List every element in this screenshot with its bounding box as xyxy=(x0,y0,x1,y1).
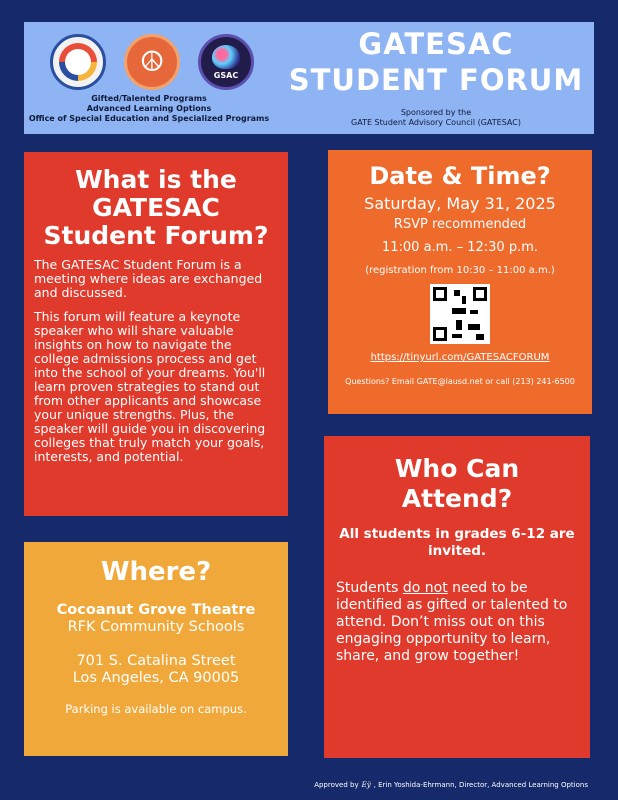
qr-module xyxy=(452,308,466,314)
date-heading: Date & Time? xyxy=(369,162,551,190)
footer-approval xyxy=(0,781,588,789)
dept-line-1: Gifted/Talented Programs xyxy=(91,94,207,103)
dept-line-3: Office of Special Education and Specialized Programs xyxy=(28,114,270,123)
where-heading: Where? xyxy=(100,557,212,587)
registration-time: (registration from 10:30 – 11:00 a.m.) xyxy=(365,265,555,276)
approved-by-label: Approved by xyxy=(314,781,359,789)
questions-contact: Questions? Email GATE@lausd.net or call (213) 241-6500 xyxy=(345,377,575,386)
details-text-post: need to be identified as gifted or talented to attend. Don’t miss out on this engaging opportunity to learn, share, and grow together! xyxy=(336,580,568,664)
who-panel xyxy=(324,436,590,758)
signature: Eÿ xyxy=(361,781,371,789)
qr-module xyxy=(452,334,462,338)
qr-module xyxy=(470,310,478,314)
qr-module xyxy=(468,324,480,330)
qr-code[interactable] xyxy=(430,284,490,344)
title-line-1: GATESAC xyxy=(358,27,514,61)
qr-module xyxy=(462,296,466,304)
rsvp-link[interactable]: https://tinyurl.com/GATESACFORUM xyxy=(370,352,550,363)
qr-corner xyxy=(433,327,447,341)
brain-icon xyxy=(212,45,240,69)
date-panel xyxy=(328,150,592,414)
qr-module xyxy=(476,334,484,340)
gsac-logo-text: GSAC xyxy=(213,71,239,80)
lausd-logo-center xyxy=(65,49,91,75)
header-banner xyxy=(24,22,594,134)
school-name: RFK Community Schools xyxy=(67,619,245,635)
who-heading: Who Can Attend? xyxy=(394,454,520,513)
page-title xyxy=(286,26,586,98)
department-text xyxy=(24,94,274,124)
approver-name: , Erin Yoshida-Ehrmann, Director, Advanced Learning Options xyxy=(373,781,588,789)
venue-name: Cocoanut Grove Theatre xyxy=(56,602,256,618)
street-address: 701 S. Catalina Street xyxy=(76,653,236,669)
rsvp-text: RSVP recommended xyxy=(393,217,527,232)
qr-module xyxy=(456,320,462,330)
qr-corner xyxy=(433,287,447,301)
sponsor-line-2: GATE Student Advisory Council (GATESAC) xyxy=(351,118,521,127)
eligibility-statement: All students in grades 6-12 are invited. xyxy=(339,526,575,559)
peace-sign-icon: ☮ xyxy=(124,34,180,90)
sponsor-text xyxy=(286,108,586,128)
eligibility-details xyxy=(336,580,578,665)
what-paragraph-1: The GATESAC Student Forum is a meeting where ideas are exchanged and discussed. xyxy=(34,257,263,300)
details-text-pre: Students xyxy=(336,580,403,596)
what-paragraph-2: This forum will feature a keynote speaker who will share valuable insights on how to navigate the college admissions process and get into the school of your dreams. You'll learn proven strategies to stand out from other applicants and showcase your unique strengths. Plus, the speaker will guide you in discovering colleges that truly match your goals, interests, and potential. xyxy=(34,309,266,464)
event-date: Saturday, May 31, 2025 xyxy=(364,194,556,213)
where-panel xyxy=(24,542,288,756)
details-text-underline: do not xyxy=(402,580,448,596)
what-heading: What is the GATESAC Student Forum? xyxy=(43,165,269,250)
gsac-logo xyxy=(198,34,254,90)
dept-line-2: Advanced Learning Options xyxy=(86,104,212,113)
qr-module xyxy=(454,290,460,296)
title-line-2: STUDENT FORUM xyxy=(288,63,584,97)
sponsor-line-1: Sponsored by the xyxy=(400,108,472,117)
parking-note: Parking is available on campus. xyxy=(65,702,247,716)
what-panel xyxy=(24,152,288,516)
event-time: 11:00 a.m. – 12:30 p.m. xyxy=(381,240,539,255)
lausd-logo xyxy=(50,34,106,90)
city-address: Los Angeles, CA 90005 xyxy=(72,670,240,686)
qr-corner xyxy=(473,287,487,301)
